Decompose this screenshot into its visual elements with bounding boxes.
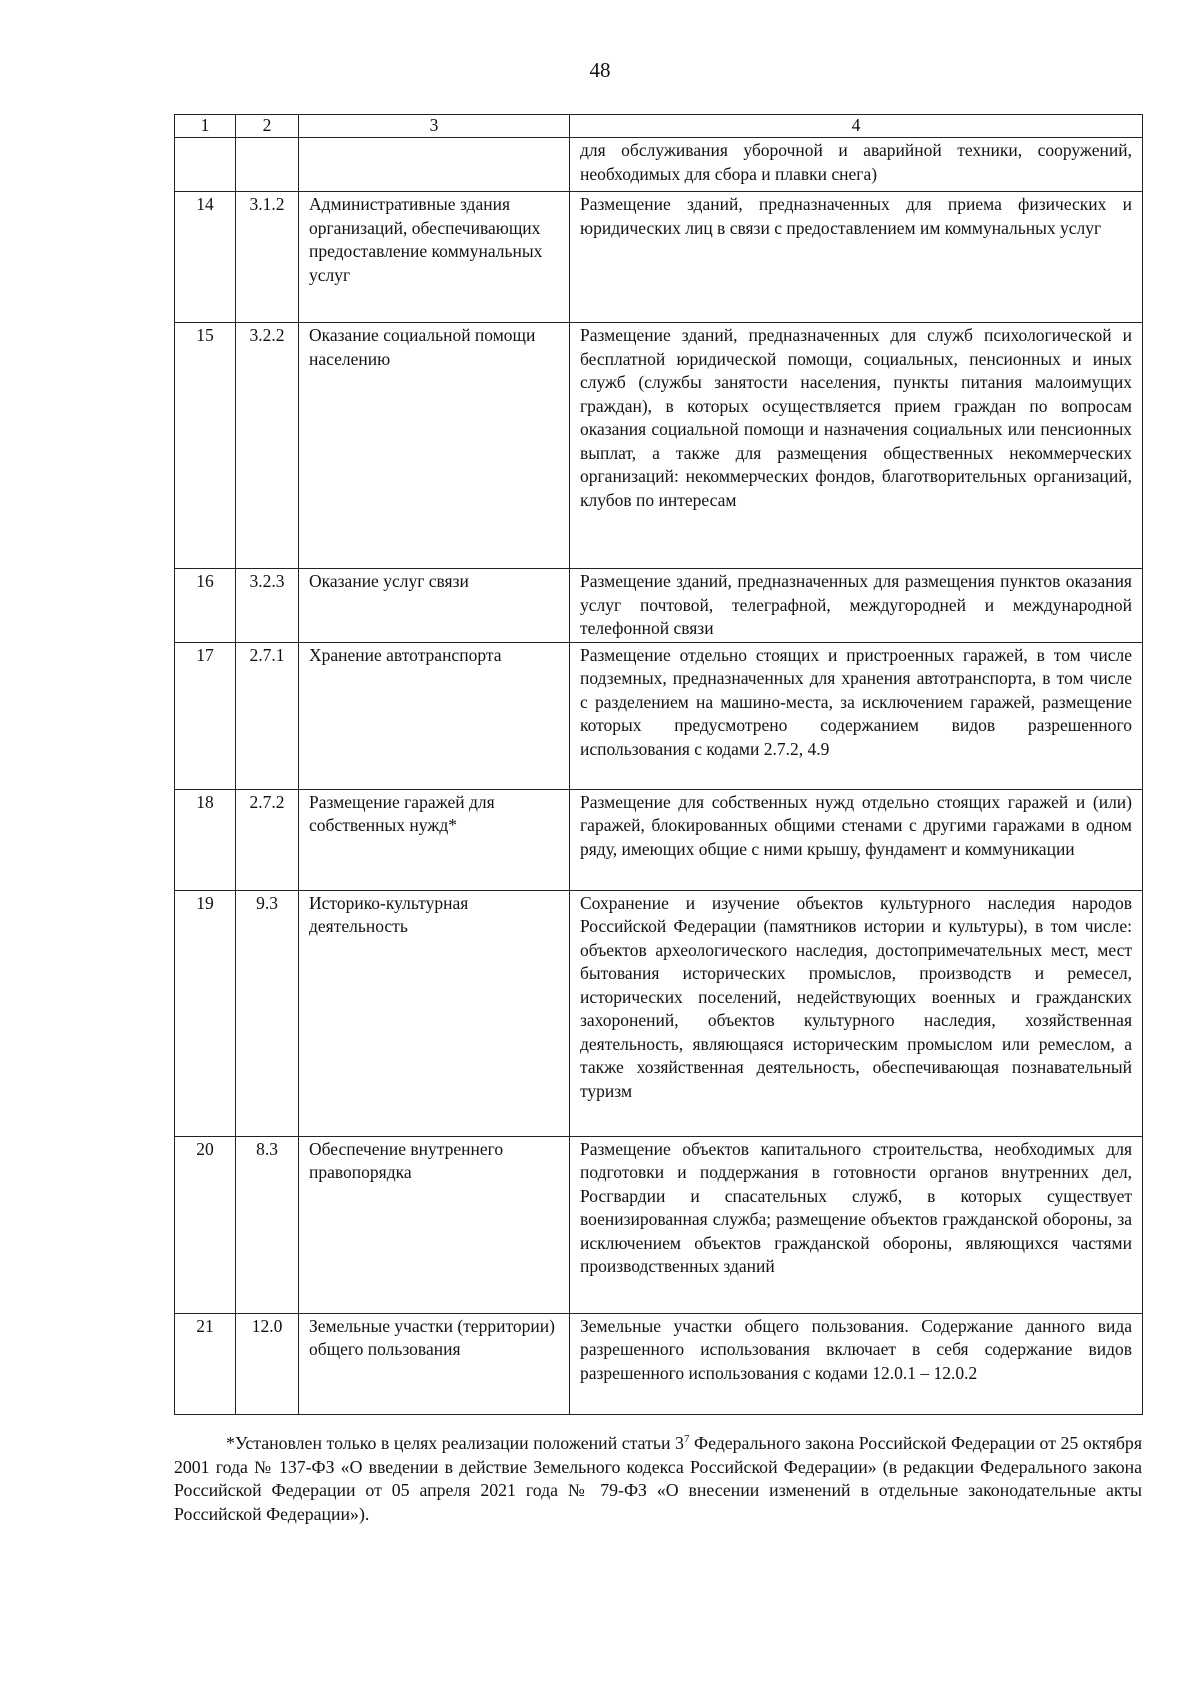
footnote [174,1432,1142,1526]
row-name-cell: Оказание услуг связи [299,569,570,643]
row-code-cell: 2.7.2 [236,789,299,890]
column-header-2: 2 [236,115,299,138]
row-description-cell: Размещение зданий, предназначенных для служб психологической и бесплатной юридической помощи, социальных, пенсионных и иных служб (службы занятости населения, пункты питания малоимущих граждан), в которых осуществляется прием граждан по вопросам оказания социальной помощи и назначения социальных или пенсионных выплат, а также для размещения общественных некоммерческих организаций: некоммерческих фондов, благотворительных организаций, клубов по интересам [570,323,1143,569]
row-description-cell: Сохранение и изучение объектов культурного наследия народов Российской Федерации (памятников истории и культуры), в том числе: объектов археологического наследия, достопримечательных мест, мест бытования исторических промыслов, производств и ремесел, исторических поселений, недействующих военных и гражданских захоронений, объектов культурного наследия, хозяйственная деятельность, являющаяся историческим промыслом или ремеслом, а также хозяйственная деятельность, обеспечивающая познавательный туризм [570,890,1143,1136]
column-header-3: 3 [299,115,570,138]
row-name-cell: Историко-культурная деятельность [299,890,570,1136]
footnote-text-end: Федерального закона Российской Федерации от 25 октября 2001 года № 137-ФЗ «О введении в действие Земельного кодекса Российской Федерации» (в редакции Федерального закона Российской Федерации от 05 апреля 2021 года № 79-ФЗ «О внесении изменений в отдельные законодательные акты Российской Федерации»). [174,1433,1142,1524]
row-number-cell: 21 [175,1313,236,1414]
land-use-table [174,114,1143,1415]
row-description-cell: Размещение для собственных нужд отдельно стоящих гаражей и (или) гаражей, блокированных общими стенами с другими гаражами в одном ряду, имеющих общие с ними крышу, фундамент и коммуникации [570,789,1143,890]
column-header-1: 1 [175,115,236,138]
row-name-cell: Оказание социальной помощи населению [299,323,570,569]
footnote-text-start: *Установлен только в целях реализации положений статьи 3 [226,1433,684,1453]
row-code-cell: 3.1.2 [236,192,299,323]
row-number-cell: 19 [175,890,236,1136]
row-name-cell: Хранение автотранспорта [299,642,570,789]
row-code-cell: 3.2.2 [236,323,299,569]
table-body [175,138,1143,1415]
table-row [175,1313,1143,1414]
row-number-cell: 15 [175,323,236,569]
footnote-superscript: 7 [683,1433,690,1445]
row-description-cell: Размещение объектов капитального строительства, необходимых для подготовки и поддержания в готовности органов внутренних дел, Росгвардии и спасательных служб, в которых существует военизированная служба; размещение объектов гражданской обороны, за исключением объектов гражданской обороны, являющихся частями производственных зданий [570,1136,1143,1313]
row-code-cell: 2.7.1 [236,642,299,789]
row-code-cell: 9.3 [236,890,299,1136]
row-code-cell: 8.3 [236,1136,299,1313]
table-row [175,138,1143,192]
row-description-cell: Размещение зданий, предназначенных для размещения пунктов оказания услуг почтовой, телеграфной, междугородней и международной телефонной связи [570,569,1143,643]
row-name-cell: Земельные участки (территории) общего пользования [299,1313,570,1414]
table-row [175,323,1143,569]
page-number: 48 [589,58,611,82]
row-name-cell [299,138,570,192]
table-header-row [175,115,1143,138]
row-number-cell: 18 [175,789,236,890]
row-number-cell: 16 [175,569,236,643]
table-row [175,569,1143,643]
table-row [175,1136,1143,1313]
row-number-cell: 14 [175,192,236,323]
table-row [175,789,1143,890]
row-name-cell: Размещение гаражей для собственных нужд* [299,789,570,890]
row-description-cell: для обслуживания уборочной и аварийной техники, сооружений, необходимых для сбора и плавки снега) [570,138,1143,192]
row-number-cell [175,138,236,192]
table-row [175,642,1143,789]
row-code-cell: 12.0 [236,1313,299,1414]
column-header-4: 4 [570,115,1143,138]
row-number-cell: 17 [175,642,236,789]
row-number-cell: 20 [175,1136,236,1313]
row-description-cell: Размещение отдельно стоящих и пристроенных гаражей, в том числе подземных, предназначенных для хранения автотранспорта, в том числе с разделением на машино-места, за исключением гаражей, размещение которых предусмотрено содержанием видов разрешенного использования с кодами 2.7.2, 4.9 [570,642,1143,789]
row-code-cell: 3.2.3 [236,569,299,643]
table-row [175,192,1143,323]
table-row [175,890,1143,1136]
row-name-cell: Административные здания организаций, обеспечивающих предоставление коммунальных услуг [299,192,570,323]
row-code-cell [236,138,299,192]
row-description-cell: Размещение зданий, предназначенных для приема физических и юридических лиц в связи с предоставлением им коммунальных услуг [570,192,1143,323]
row-name-cell: Обеспечение внутреннего правопорядка [299,1136,570,1313]
row-description-cell: Земельные участки общего пользования. Содержание данного вида разрешенного использования включает в себя содержание видов разрешенного использования с кодами 12.0.1 – 12.0.2 [570,1313,1143,1414]
